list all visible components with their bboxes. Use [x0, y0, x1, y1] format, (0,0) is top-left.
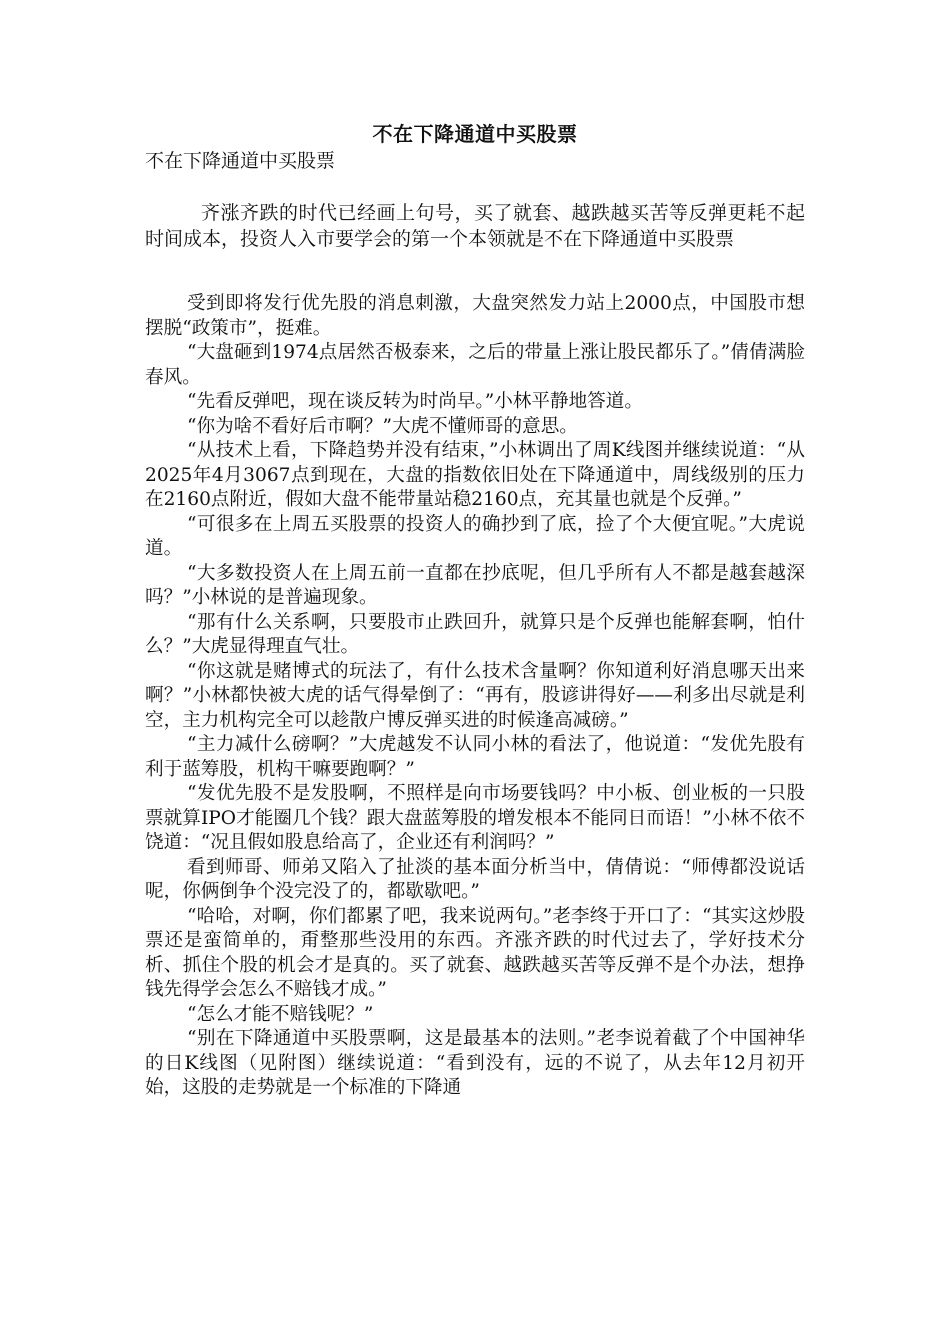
body-paragraph: “你为啥不看好后市啊？”大虎不懂师哥的意思。 [187, 415, 578, 437]
body-paragraph: “从技术上看，下降趋势并没有结束，”小林调出了周K线图并继续说道：“从2025年4月3067点到现在，大盘的指数依旧处在下降通道中，周线级别的压力在2160点附近，假如大盘不能带量站稳2160点，充其量也就是个反弹。” [145, 440, 805, 510]
body-paragraph: “怎么才能不赔钱呢？” [187, 1003, 374, 1025]
document-page [145, 120, 805, 1101]
blank-line [145, 252, 805, 292]
body-paragraph: 受到即将发行优先股的消息刺激，大盘突然发力站上2000点，中国股市想摆脱“政策市”，挺难。 [145, 293, 805, 339]
body-paragraph: “主力减什么磅啊？”大虎越发不认同小林的看法了，他说道：“发优先股有利于蓝筹股，机构干嘛要跑啊？” [145, 734, 805, 780]
body-paragraph: “发优先股不是发股啊，不照样是向市场要钱吗？中小板、创业板的一只股票就算IPO才能圈几个钱？跟大盘蓝筹股的增发根本不能同日而语！”小林不依不饶道：“况且假如股息给高了，企业还有利润吗？” [145, 783, 805, 853]
body-paragraph: “别在下降通道中买股票啊，这是最基本的法则。”老李说着截了个中国神华的日K线图（见附图）继续说道：“看到没有，远的不说了，从去年12月初开始，这股的走势就是一个标准的下降通 [145, 1028, 805, 1098]
blank-line [145, 174, 805, 200]
body-paragraph: “大盘砸到1974点居然否极泰来，之后的带量上涨让股民都乐了。”倩倩满脸春风。 [145, 342, 805, 388]
body-paragraph: “可很多在上周五买股票的投资人的确抄到了底，捡了个大便宜呢。”大虎说道。 [145, 513, 805, 559]
intro-paragraph: 齐涨齐跌的时代已经画上句号，买了就套、越跌越买苦等反弹更耗不起时间成本，投资人入市要学会的第一个本领就是不在下降通道中买股票 [145, 202, 805, 250]
body-paragraph: “那有什么关系啊，只要股市止跌回升，就算只是个反弹也能解套啊，怕什么？”大虎显得理直气壮。 [145, 611, 805, 657]
body-paragraph: 看到师哥、师弟又陷入了扯淡的基本面分析当中，倩倩说：“师傅都没说话呢，你俩倒争个没完没了的，都歇歇吧。” [145, 856, 805, 902]
body-paragraph: “哈哈，对啊，你们都累了吧，我来说两句。”老李终于开口了：“其实这炒股票还是蛮简单的，甭整那些没用的东西。齐涨齐跌的时代过去了，学好技术分析、抓住个股的机会才是真的。买了就套、越跌越买苦等反弹不是个办法，想挣钱先得学会怎么不赔钱才成。” [145, 905, 805, 1000]
document-subtitle: 不在下降通道中买股票 [145, 150, 336, 172]
document-title: 不在下降通道中买股票 [372, 122, 578, 146]
body-paragraph: “先看反弹吧，现在谈反转为时尚早。”小林平静地答道。 [187, 391, 643, 412]
body-paragraph: “你这就是赌博式的玩法了，有什么技术含量啊？你知道利好消息哪天出来啊？”小林都快被大虎的话气得晕倒了：“再有，股谚讲得好——利多出尽就是利空，主力机构完全可以趁散户博反弹买进的时候逢高减磅。” [145, 660, 805, 731]
body-paragraph: “大多数投资人在上周五前一直都在抄底呢，但几乎所有人不都是越套越深吗？”小林说的是普遍现象。 [145, 562, 805, 608]
